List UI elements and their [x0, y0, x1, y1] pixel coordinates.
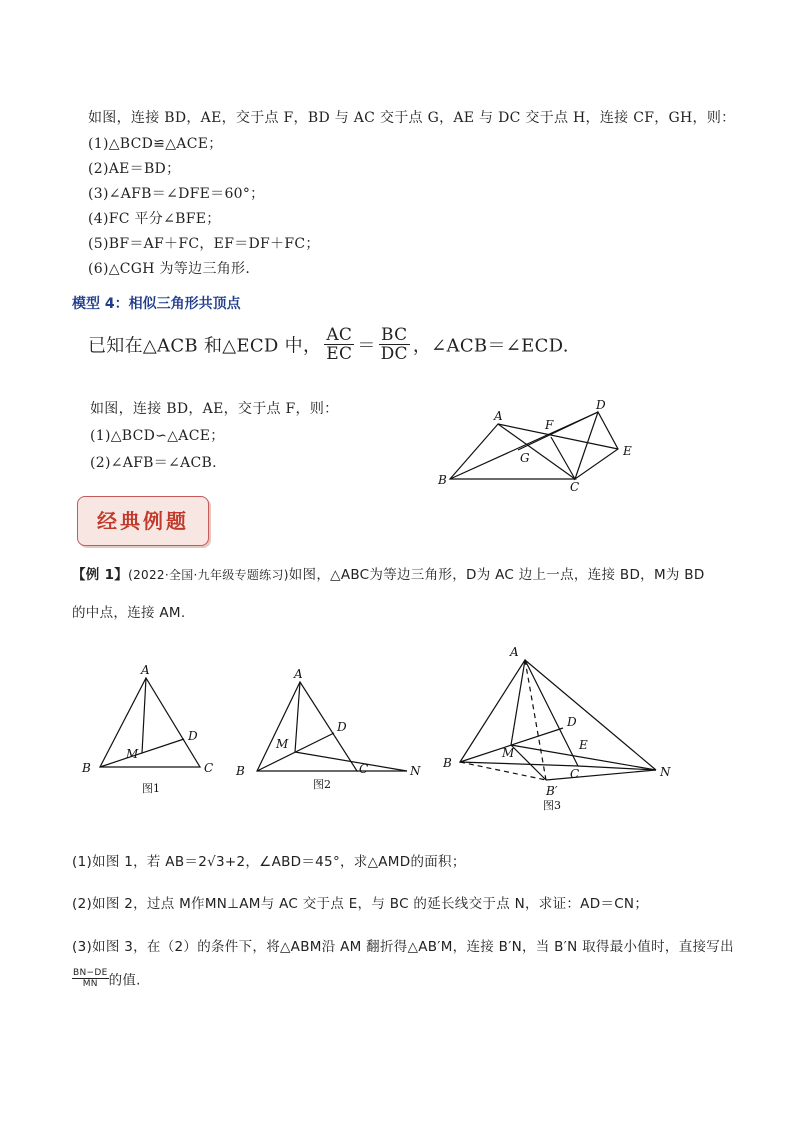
model4-item-1: (1)△BCD∽△ACE；: [90, 428, 225, 444]
model3-item-3: (3)∠AFB＝∠DFE＝60°；: [88, 186, 265, 202]
model4-intro: 如图，连接 BD，AE，交于点 F，则：: [90, 401, 339, 417]
example-line-1: [72, 563, 705, 583]
fig2-label-b: B: [236, 764, 245, 778]
fig3-label-e: E: [579, 738, 588, 752]
example-line-2: 的中点，连接 AM.: [72, 605, 186, 621]
fig3-label-n: N: [660, 765, 671, 779]
given-prefix: 已知在△ACB 和△ECD 中，: [88, 335, 322, 357]
fig4-label-f: F: [545, 418, 554, 432]
fraction-bc-dc: [379, 326, 410, 363]
model4-given: [88, 326, 569, 363]
frac1-numerator: AC: [324, 326, 354, 345]
fig3-label-a: A: [510, 645, 519, 659]
fig1-label-a: A: [141, 663, 150, 677]
frac2-denominator: DC: [380, 344, 408, 364]
fig2-label-d: D: [337, 720, 347, 734]
model4-figure: [430, 400, 640, 492]
fraction-ac-ec: [324, 326, 354, 363]
q3-fraction: [72, 968, 109, 989]
q3-tail-text: 的值.: [108, 972, 141, 989]
model4-heading: 模型 4：相似三角形共顶点: [72, 296, 241, 312]
badge-label: 经典例题: [97, 509, 189, 533]
fig4-label-g: G: [520, 451, 530, 465]
example-figures: [70, 640, 710, 820]
fig3-label-bprime: B′: [546, 784, 558, 798]
fig4-label-e: E: [623, 444, 632, 458]
fig3-label-d: D: [567, 715, 577, 729]
fig2-label-m: M: [276, 737, 289, 751]
fig1-label-d: D: [188, 729, 198, 743]
equals-sign: ＝: [357, 335, 376, 357]
fig1-label-b: B: [82, 761, 91, 775]
model4-item-2: (2)∠AFB＝∠ACB.: [90, 455, 217, 471]
fig4-label-b: B: [438, 473, 447, 487]
frac2-numerator: BC: [379, 326, 410, 345]
frac1-denominator: EC: [326, 344, 353, 364]
fig3-caption: 图3: [543, 799, 561, 812]
question-3: (3)如图 3，在（2）的条件下，将△ABM沿 AM 翻折得△AB′M，连接 B′N，当 B′N 取得最小值时，直接写出: [72, 939, 734, 955]
fig3-label-c: C: [570, 767, 580, 781]
fig2-label-n: N: [410, 764, 421, 778]
fig3-label-m: M: [502, 746, 515, 760]
fig4-label-a: A: [494, 409, 503, 423]
model3-item-2: (2)AE＝BD；: [88, 161, 181, 177]
fig2-caption: 图2: [313, 778, 331, 791]
fig4-label-c: C: [570, 480, 580, 492]
fig1-caption: 图1: [142, 782, 160, 795]
model3-intro: 如图，连接 BD，AE，交于点 F，BD 与 AC 交于点 G，AE 与 DC 交于点 H，连接 CF，GH，则：: [88, 110, 736, 126]
fig3-label-b: B: [443, 756, 452, 770]
given-suffix: ，∠ACB＝∠ECD.: [412, 335, 569, 357]
model3-item-1: (1)△BCD≌△ACE；: [88, 136, 223, 152]
fig1-label-m: M: [126, 747, 139, 761]
model3-item-6: (6)△CGH 为等边三角形.: [88, 261, 251, 277]
q3-fraction-numerator: BN−DE: [73, 968, 108, 978]
question-1: (1)如图 1，若 AB＝2√3+2，∠ABD＝45°，求△AMD的面积；: [72, 854, 466, 870]
fig1-label-c: C: [204, 761, 214, 775]
q3-fraction-denominator: MN: [82, 979, 98, 989]
example-source: (2022·全国·九年级专题练习): [128, 568, 289, 582]
classic-examples-badge: [77, 496, 209, 546]
model3-item-4: (4)FC 平分∠BFE；: [88, 211, 221, 227]
fig2-label-a: A: [294, 667, 303, 681]
question-3-tail: [72, 968, 141, 989]
example-statement: 如图，△ABC为等边三角形，D为 AC 边上一点，连接 BD，M为 BD: [288, 567, 705, 583]
example-tag: 【例 1】: [72, 567, 129, 583]
question-2: (2)如图 2，过点 M作MN⊥AM与 AC 交于点 E，与 BC 的延长线交于点 N，求证：AD＝CN；: [72, 896, 649, 912]
fig4-label-d: D: [596, 400, 606, 412]
model3-item-5: (5)BF＝AF＋FC，EF＝DF＋FC；: [88, 236, 320, 252]
fig2-label-c: C: [359, 762, 369, 776]
